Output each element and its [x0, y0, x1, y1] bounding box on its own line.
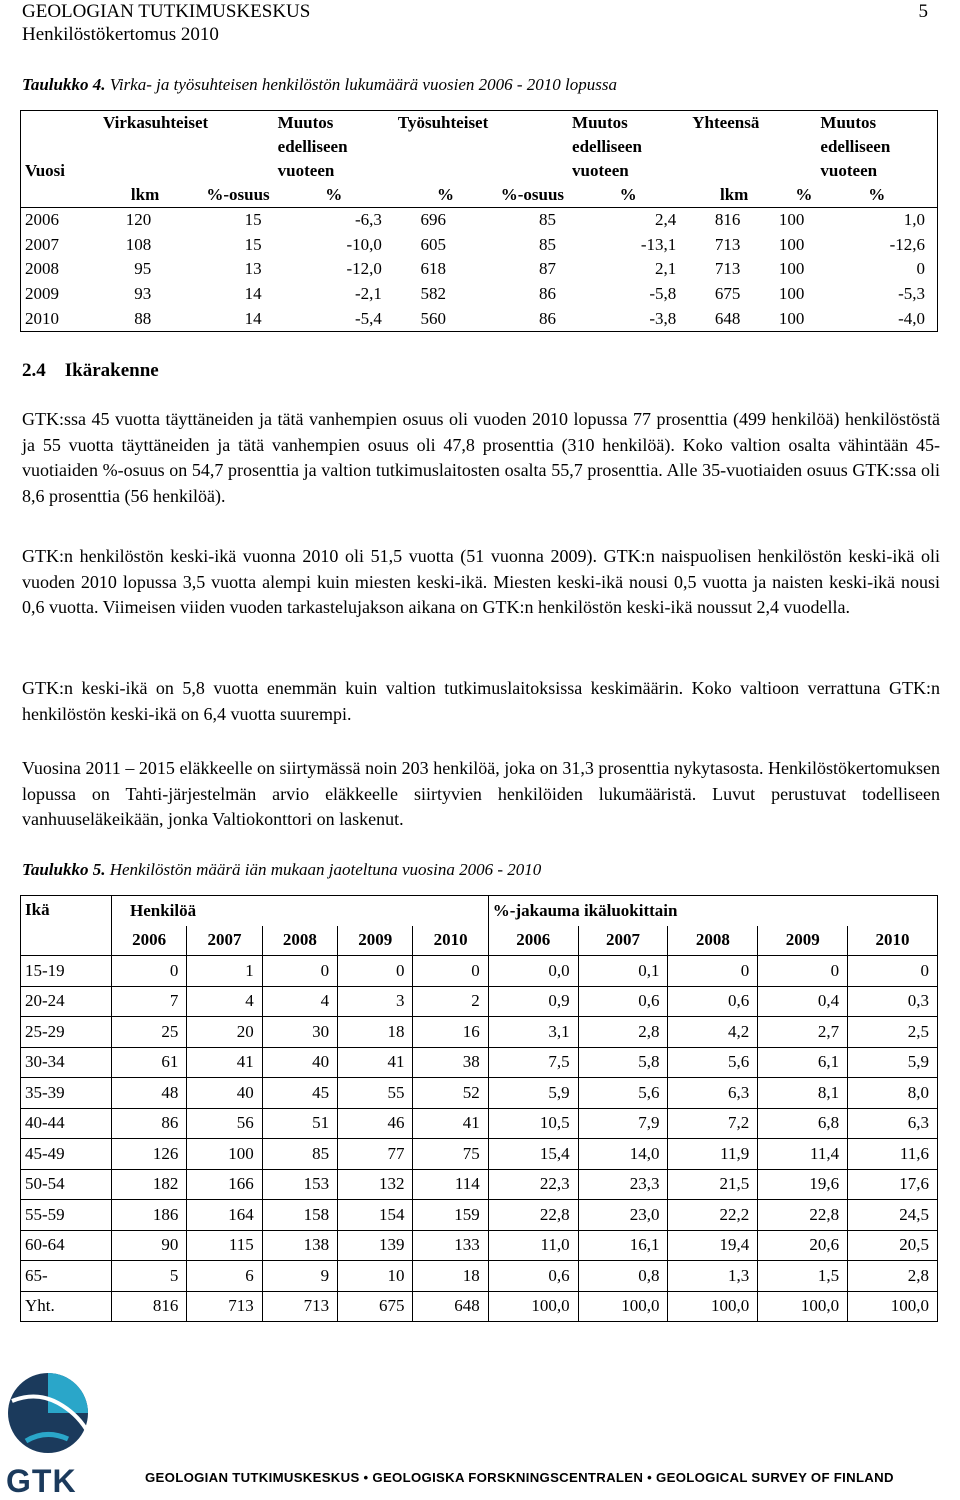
table-cell: 0: [112, 956, 187, 987]
year-header: 2006: [488, 926, 578, 956]
table-cell: 5,6: [578, 1078, 668, 1109]
sub-pct-5: %: [816, 183, 937, 208]
gtk-logo-text: GTK: [6, 1463, 77, 1499]
table-cell: 2,1: [655, 259, 677, 279]
table-cell: 0,9: [488, 986, 578, 1017]
sub-lkm-3: lkm: [688, 183, 752, 208]
table-cell: 8,1: [758, 1078, 848, 1109]
table-cell: 3,1: [488, 1017, 578, 1048]
table-cell: 6,8: [758, 1108, 848, 1139]
table-cell: 40: [187, 1078, 262, 1109]
table-cell: 648: [714, 308, 741, 328]
table-row: [21, 1139, 938, 1170]
table-cell: 100,0: [848, 1291, 938, 1322]
table-cell: -12,0: [346, 259, 382, 279]
year-header: 2008: [668, 926, 758, 956]
table-cell: 713: [262, 1291, 337, 1322]
year-header: 2009: [758, 926, 848, 956]
table-cell: 6,1: [758, 1047, 848, 1078]
table-cell: 4,2: [668, 1017, 758, 1048]
table-cell: 0,6: [668, 986, 758, 1017]
paragraph: Vuosina 2011 – 2015 eläkkeelle on siirtymässä noin 203 henkilöä, joka on 31,3 prosenttia nykytasosta. Henkilöstökertomuksen lopussa on Tahti-järjestelmän arvio eläkkeelle siirtyvien henkilöiden lukumääristä. Luvut perustuvat todelliseen vanhuuseläkeikään, jonka Valtiokonttori on laskenut.: [22, 758, 940, 830]
table-row: [21, 1261, 938, 1292]
table-cell: 100,0: [758, 1291, 848, 1322]
table-row: [21, 1169, 938, 1200]
table4-title: Virka- ja työsuhteisen henkilöstön lukumäärä vuosien 2006 - 2010 lopussa: [109, 75, 617, 94]
table-cell: 648: [413, 1291, 488, 1322]
table5-body: [21, 956, 938, 1322]
table-cell: 55: [338, 1078, 413, 1109]
table-cell: 0,6: [488, 1261, 578, 1292]
table-cell: -10,0: [346, 234, 382, 254]
sub-pct-2: %: [394, 183, 458, 208]
table-cell: 0: [413, 956, 488, 987]
table-cell: 2,5: [848, 1017, 938, 1048]
table-cell: 713: [187, 1291, 262, 1322]
table-cell: 0,6: [578, 986, 668, 1017]
table-cell: 126: [112, 1139, 187, 1170]
header-org: GEOLOGIAN TUTKIMUSKESKUS: [22, 1, 311, 22]
table-cell: 1,5: [758, 1261, 848, 1292]
table-cell: 18: [413, 1261, 488, 1292]
table-cell: 2: [413, 986, 488, 1017]
table-cell: 0: [916, 259, 925, 279]
table-cell: 5,9: [848, 1047, 938, 1078]
table-cell: 100: [187, 1139, 262, 1170]
table-cell: 9: [262, 1261, 337, 1292]
page-footer: [0, 1365, 960, 1499]
col-yht: Yhteensä: [692, 113, 760, 132]
table-cell: 51: [262, 1108, 337, 1139]
table-cell: 22,8: [758, 1200, 848, 1231]
table-cell: 100,0: [488, 1291, 578, 1322]
table5-caption: [22, 860, 541, 880]
table-cell: 1,0: [903, 210, 925, 230]
paragraph: GTK:n keski-ikä on 5,8 vuotta enemmän kuin valtion tutkimuslaitoksissa keskimäärin. Koko valtioon verrattuna GTK:n henkilöstön keski-ikä on 6,4 vuotta suurempi.: [22, 678, 940, 724]
table-cell: 17,6: [848, 1169, 938, 1200]
table-row: [21, 1200, 938, 1231]
table-cell: 95: [134, 259, 152, 279]
section-number: 2.4: [22, 360, 46, 381]
age-group: 55-59: [21, 1200, 112, 1231]
table-cell: 13: [244, 259, 262, 279]
table-cell: 158: [262, 1200, 337, 1231]
table-cell: 21,5: [668, 1169, 758, 1200]
table-cell: 23,3: [578, 1169, 668, 1200]
table-cell: -12,6: [889, 234, 925, 254]
table-cell: 16: [413, 1017, 488, 1048]
table-cell: 18: [338, 1017, 413, 1048]
sub-pct-4: %: [752, 183, 816, 208]
age-group: 65-: [21, 1261, 112, 1292]
table-row: [21, 1108, 938, 1139]
table-cell: 166: [187, 1169, 262, 1200]
table-cell: 618: [420, 259, 446, 279]
age-group: 30-34: [21, 1047, 112, 1078]
table-cell: 41: [413, 1108, 488, 1139]
table-cell: 675: [338, 1291, 413, 1322]
table-cell: 24,5: [848, 1200, 938, 1231]
table-cell: 38: [413, 1047, 488, 1078]
table-cell: 15: [244, 234, 262, 254]
table-cell: 182: [112, 1169, 187, 1200]
table-cell: 605: [420, 234, 446, 254]
table-cell: 87: [539, 259, 557, 279]
table-cell: -6,3: [354, 210, 382, 230]
age-group: 25-29: [21, 1017, 112, 1048]
page-number: 5: [918, 1, 928, 22]
table-cell: 20,5: [848, 1230, 938, 1261]
table-row: [21, 986, 938, 1017]
table-cell: 100: [778, 284, 805, 304]
sub-pct-1: %: [274, 183, 394, 208]
table-cell: 2,7: [758, 1017, 848, 1048]
table-cell: -5,3: [898, 284, 925, 304]
table-cell: 85: [262, 1139, 337, 1170]
table-cell: 100: [778, 308, 805, 328]
table-cell: 108: [125, 234, 152, 254]
table-cell: 1,3: [668, 1261, 758, 1292]
table-row: [21, 1230, 938, 1261]
table-cell: 1: [187, 956, 262, 987]
year-header: 2008: [262, 926, 337, 956]
table-cell: 14,0: [578, 1139, 668, 1170]
table5-title: Henkilöstön määrä iän mukaan jaoteltuna vuosina 2006 - 2010: [109, 860, 542, 879]
table-cell: 19,6: [758, 1169, 848, 1200]
table-cell: -5,4: [354, 308, 382, 328]
table-cell: 5,6: [668, 1047, 758, 1078]
table-cell: 100: [778, 234, 805, 254]
table-4: [20, 110, 938, 332]
table-cell: 7: [112, 986, 187, 1017]
sub-osuus-1: %-osuus: [163, 183, 273, 208]
table-cell: -5,8: [649, 284, 677, 304]
table-cell: 133: [413, 1230, 488, 1261]
table-cell: 20: [187, 1017, 262, 1048]
table-cell: 0,0: [488, 956, 578, 987]
sub-lkm-1: lkm: [99, 183, 163, 208]
table-cell: 5,9: [488, 1078, 578, 1109]
year-header: 2006: [112, 926, 187, 956]
table-row: [21, 257, 938, 282]
table-row: [21, 1078, 938, 1109]
table-cell: 90: [112, 1230, 187, 1261]
table-cell: 713: [714, 234, 741, 254]
table-5: [20, 895, 938, 1322]
col-henkiloa: Henkilöä: [112, 896, 489, 926]
table-cell: -4,0: [898, 308, 925, 328]
sub-pct-3: %: [568, 183, 688, 208]
table-cell: 164: [187, 1200, 262, 1231]
table-cell: 11,4: [758, 1139, 848, 1170]
table5-year-row: [21, 926, 938, 956]
table-cell: 154: [338, 1200, 413, 1231]
table-cell: 10,5: [488, 1108, 578, 1139]
age-group: 35-39: [21, 1078, 112, 1109]
table-cell: 0: [338, 956, 413, 987]
table5-label: Taulukko 5.: [22, 860, 106, 879]
table-cell: 41: [187, 1047, 262, 1078]
table-cell: 696: [420, 210, 446, 230]
year-header: 2007: [187, 926, 262, 956]
table-cell: 11,0: [488, 1230, 578, 1261]
age-group: Yht.: [21, 1291, 112, 1322]
table-cell: 186: [112, 1200, 187, 1231]
age-group: 45-49: [21, 1139, 112, 1170]
table-row: [21, 1291, 938, 1322]
col-jakauma: %-jakauma ikäluokittain: [488, 896, 937, 926]
section-heading: [22, 360, 159, 382]
table-cell: 100,0: [578, 1291, 668, 1322]
table-cell: 40: [262, 1047, 337, 1078]
table-cell: 0: [758, 956, 848, 987]
table-cell: 41: [338, 1047, 413, 1078]
col-muutos-1: Muutos edelliseen vuoteen: [277, 113, 348, 180]
sub-osuus-2: %-osuus: [458, 183, 568, 208]
age-group: 20-24: [21, 986, 112, 1017]
table-cell: 22,3: [488, 1169, 578, 1200]
table-cell: 15,4: [488, 1139, 578, 1170]
year-header: 2007: [578, 926, 668, 956]
table4-body: [21, 208, 938, 332]
table-cell: 582: [420, 284, 446, 304]
table-cell: 46: [338, 1108, 413, 1139]
table-cell: 86: [539, 308, 557, 328]
row-year: 2008: [25, 259, 59, 279]
table-cell: 45: [262, 1078, 337, 1109]
table-cell: 19,4: [668, 1230, 758, 1261]
table-cell: 132: [338, 1169, 413, 1200]
year-header: 2010: [413, 926, 488, 956]
table-cell: 2,8: [578, 1017, 668, 1048]
table-row: [21, 1047, 938, 1078]
table-cell: 25: [112, 1017, 187, 1048]
table-row: [21, 1017, 938, 1048]
col-vuosi: Vuosi: [25, 161, 66, 180]
table-cell: 713: [714, 259, 741, 279]
table4-label: Taulukko 4.: [22, 75, 106, 94]
table-cell: 86: [539, 284, 557, 304]
table-cell: 6,3: [848, 1108, 938, 1139]
table-row: [21, 282, 938, 307]
table-cell: 5,8: [578, 1047, 668, 1078]
table-cell: 816: [112, 1291, 187, 1322]
table-row: [21, 208, 938, 233]
table-cell: 11,6: [848, 1139, 938, 1170]
table-cell: 159: [413, 1200, 488, 1231]
table-cell: 88: [134, 308, 152, 328]
table-cell: 15: [244, 210, 262, 230]
age-group: 40-44: [21, 1108, 112, 1139]
table-cell: 5: [112, 1261, 187, 1292]
table-cell: 100,0: [668, 1291, 758, 1322]
table4-caption: [22, 75, 617, 95]
table-cell: 6,3: [668, 1078, 758, 1109]
table-cell: -3,8: [649, 308, 677, 328]
table-cell: 61: [112, 1047, 187, 1078]
table-cell: 0,4: [758, 986, 848, 1017]
table-cell: 14: [244, 284, 262, 304]
age-group: 15-19: [21, 956, 112, 987]
table-cell: 85: [539, 210, 557, 230]
table-cell: 100: [778, 210, 805, 230]
table-cell: 6: [187, 1261, 262, 1292]
year-header: 2010: [848, 926, 938, 956]
row-year: 2007: [25, 234, 59, 254]
table-cell: 0: [668, 956, 758, 987]
table-cell: 0: [848, 956, 938, 987]
table-cell: 675: [714, 284, 741, 304]
age-group: 60-64: [21, 1230, 112, 1261]
table-cell: 0,8: [578, 1261, 668, 1292]
table-cell: 22,8: [488, 1200, 578, 1231]
table-cell: 115: [187, 1230, 262, 1261]
section-title: Ikärakenne: [64, 360, 159, 381]
col-muutos-2: Muutos edelliseen vuoteen: [572, 113, 642, 180]
table-cell: 0,3: [848, 986, 938, 1017]
gtk-globe-icon: [6, 1371, 90, 1455]
col-virka: Virkasuhteiset: [103, 113, 209, 132]
col-muutos-3: Muutos edelliseen vuoteen: [820, 113, 891, 180]
table-cell: -13,1: [640, 234, 677, 254]
age-group: 50-54: [21, 1169, 112, 1200]
table-cell: 93: [134, 284, 152, 304]
table-cell: 560: [420, 308, 446, 328]
row-year: 2010: [25, 308, 59, 328]
table-cell: 10: [338, 1261, 413, 1292]
table-cell: 7,9: [578, 1108, 668, 1139]
table-cell: 120: [125, 210, 152, 230]
table-cell: 75: [413, 1139, 488, 1170]
table-cell: 2,4: [655, 210, 677, 230]
row-year: 2009: [25, 284, 59, 304]
table-cell: 7,5: [488, 1047, 578, 1078]
header-doc: Henkilöstökertomus 2010: [22, 24, 219, 45]
page-header: [22, 0, 942, 46]
table-cell: 153: [262, 1169, 337, 1200]
row-year: 2006: [25, 210, 59, 230]
table-cell: -2,1: [354, 284, 382, 304]
table-cell: 11,9: [668, 1139, 758, 1170]
table-cell: 48: [112, 1078, 187, 1109]
table-cell: 0,1: [578, 956, 668, 987]
table-cell: 0: [262, 956, 337, 987]
year-header: 2009: [338, 926, 413, 956]
table-cell: 23,0: [578, 1200, 668, 1231]
table-cell: 138: [262, 1230, 337, 1261]
table-cell: 22,2: [668, 1200, 758, 1231]
table-cell: 30: [262, 1017, 337, 1048]
col-ika: Ikä: [21, 896, 112, 956]
table-cell: 77: [338, 1139, 413, 1170]
paragraph: GTK:ssa 45 vuotta täyttäneiden ja tätä vanhempien osuus oli vuoden 2010 lopussa 77 prosenttia (499 henkilöä) henkilöstöstä ja 55 vuotta täyttäneiden ja tätä vanhempien osuus oli 47,8 prosenttia (310 henkilöä). Koko valtion osalta vähintään 45-vuotiaiden %-osuus on 54,7 prosenttia ja valtion tutkimuslaitosten osalta 55,7 prosenttia. Alle 35-vuotiaiden osuus GTK:ssa oli 8,6 prosenttia (56 henkilöä).: [22, 409, 940, 507]
table-cell: 2,8: [848, 1261, 938, 1292]
table-cell: 20,6: [758, 1230, 848, 1261]
table-cell: 56: [187, 1108, 262, 1139]
table-cell: 14: [244, 308, 262, 328]
table-row: [21, 233, 938, 258]
table-cell: 114: [413, 1169, 488, 1200]
col-tyo: Työsuhteiset: [397, 113, 489, 132]
table-cell: 139: [338, 1230, 413, 1261]
table-cell: 85: [539, 234, 557, 254]
table-cell: 816: [714, 210, 741, 230]
table-row: [21, 956, 938, 987]
paragraph: GTK:n henkilöstön keski-ikä vuonna 2010 oli 51,5 vuotta (51 vuonna 2009). GTK:n naispuolisen henkilöstön keski-ikä oli vuoden 2010 lopussa 3,5 vuotta alempi kuin miesten keski-ikä. Miesten keski-ikä nousi 0,5 vuotta ja naisten keski-ikä nousi 0,6 vuotta. Viimeisen viiden vuoden tarkastelujakson aikana on GTK:n henkilöstön keski-ikä noussut 2,4 vuodella.: [22, 546, 940, 618]
table-cell: 8,0: [848, 1078, 938, 1109]
footer-organisation-line: GEOLOGIAN TUTKIMUSKESKUS • GEOLOGISKA FORSKNINGSCENTRALEN • GEOLOGICAL SURVEY OF FINLAND: [145, 1470, 894, 1485]
table-cell: 52: [413, 1078, 488, 1109]
table-cell: 4: [262, 986, 337, 1017]
table-cell: 100: [778, 259, 805, 279]
table-cell: 3: [338, 986, 413, 1017]
table-row: [21, 306, 938, 331]
table-cell: 4: [187, 986, 262, 1017]
table-cell: 16,1: [578, 1230, 668, 1261]
table-cell: 86: [112, 1108, 187, 1139]
table-cell: 7,2: [668, 1108, 758, 1139]
